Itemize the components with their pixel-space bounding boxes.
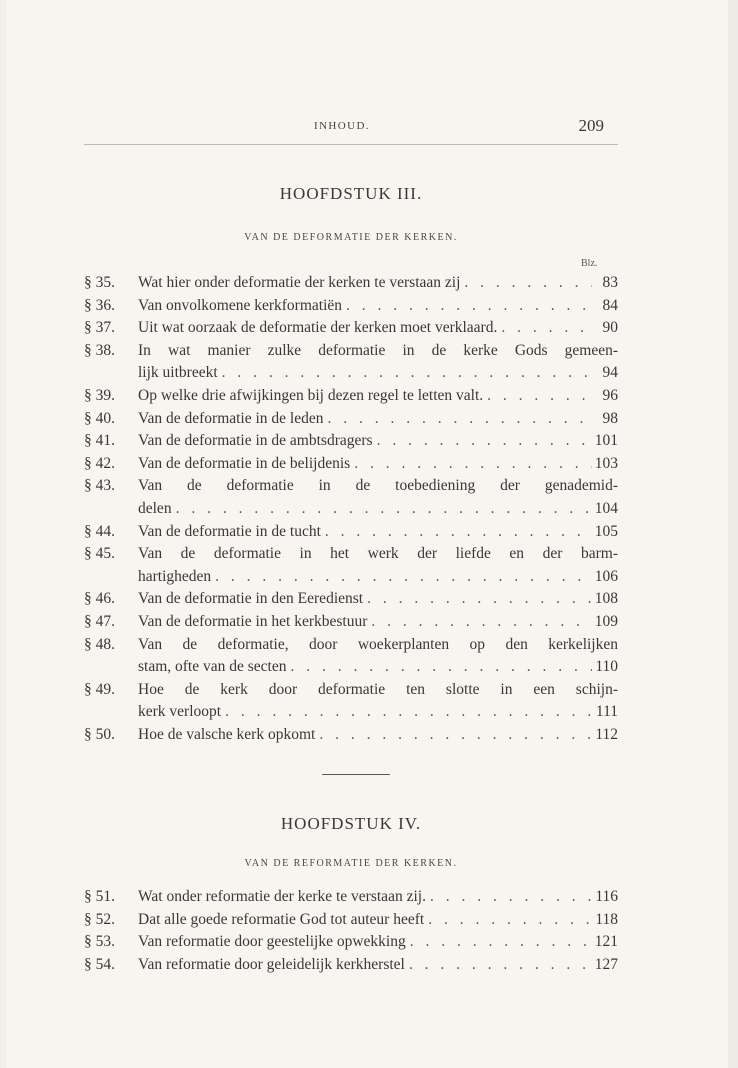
entry-page-number: 105 [594, 522, 618, 540]
dot-leader [172, 498, 592, 521]
entry-page-number: 103 [594, 454, 618, 472]
section-divider [322, 774, 390, 775]
entry-page-number: 83 [602, 274, 618, 291]
entry-title: Van de deformatie in de leden [138, 409, 324, 427]
section-number: § 39. [84, 386, 115, 404]
section-number: § 36. [84, 296, 115, 314]
entry-title: kerk verloopt [138, 703, 222, 721]
dot-leader [324, 408, 593, 431]
toc-entry [84, 886, 618, 909]
section-number: § 51. [84, 888, 115, 905]
dot-leader [315, 724, 592, 747]
entry-page-number: 90 [602, 319, 618, 337]
toc-entry [84, 521, 618, 544]
section-number: § 35. [84, 274, 115, 291]
entry-page-number: 110 [595, 658, 618, 676]
dot-leader [321, 521, 592, 544]
entry-title: stam, ofte van de secten [138, 658, 287, 676]
toc-entry [84, 931, 618, 954]
running-header [84, 116, 618, 138]
entry-page-number: 84 [602, 296, 618, 314]
entry-page-number: 98 [602, 409, 618, 427]
toc-entry [84, 679, 618, 724]
chapter-4-contents [84, 886, 618, 976]
page-column-label: Blz. [581, 258, 598, 269]
dot-leader [211, 566, 592, 589]
entry-title: Wat hier onder deformatie der kerken te verstaan zij [138, 274, 461, 291]
entry-title: Van de deformatie in de tucht [138, 522, 321, 540]
page-number: 209 [578, 116, 604, 135]
section-number: § 38. [84, 341, 115, 359]
page-left-edge [0, 0, 6, 1068]
entry-title: Van reformatie door geestelijke opwekking [138, 933, 406, 951]
chapter-3-title: HOOFDSTUK III. [279, 184, 423, 203]
toc-entry [84, 272, 618, 295]
section-number: § 41. [84, 432, 115, 450]
toc-entry [84, 385, 618, 408]
chapter-3-subtitle: VAN DE DEFORMATIE DER KERKEN. [244, 232, 458, 243]
entry-title: Uit wat oorzaak de deformatie der kerken moet verklaard. [138, 319, 498, 337]
dot-leader [367, 611, 592, 634]
toc-entry [84, 453, 618, 476]
entry-page-number: 112 [595, 725, 618, 743]
entry-title-line: Van de deformatie, door woekerplanten op den kerkelijken [138, 635, 618, 653]
entry-page-number: 94 [602, 364, 618, 382]
entry-page-number: 127 [594, 955, 618, 973]
dot-leader [373, 430, 592, 453]
entry-title-line: Van de deformatie in de toebediening der genademid- [138, 477, 618, 495]
chapter-4-title: HOOFDSTUK IV. [280, 814, 422, 833]
toc-entry [84, 317, 618, 340]
dot-leader [497, 317, 592, 340]
entry-page-number: 96 [602, 386, 618, 404]
entry-title: lijk uitbreekt [138, 364, 218, 382]
dot-leader [483, 385, 592, 408]
entry-title: Hoe de valsche kerk opkomt [138, 725, 316, 743]
dot-leader [460, 272, 592, 295]
dot-leader [363, 588, 592, 611]
entry-page-number: 109 [594, 612, 618, 630]
toc-entry [84, 588, 618, 611]
entry-title: delen [138, 499, 172, 517]
toc-entry [84, 724, 618, 747]
running-header-title: INHOUD. [314, 120, 370, 132]
dot-leader [405, 954, 592, 977]
entry-title: Van de deformatie in de belijdenis [138, 454, 351, 472]
dot-leader [218, 362, 592, 385]
entry-page-number: 106 [594, 567, 618, 585]
entry-title: Op welke drie afwijkingen bij dezen regel te letten valt. [138, 386, 484, 404]
entry-page-number: 104 [594, 499, 618, 517]
entry-title: Dat alle goede reformatie God tot auteur heeft [138, 910, 425, 928]
toc-entry [84, 430, 618, 453]
page-right-edge [728, 0, 738, 1068]
section-number: § 43. [84, 477, 115, 495]
toc-entry [84, 611, 618, 634]
toc-entry [84, 954, 618, 977]
toc-entry [84, 340, 618, 385]
entry-page-number: 118 [595, 910, 618, 928]
header-rule [84, 144, 618, 145]
section-number: § 45. [84, 545, 115, 563]
toc-entry [84, 295, 618, 318]
entry-title-line: Hoe de kerk door deformatie ten slotte in een schijn- [138, 680, 618, 698]
entry-title: hartigheden [138, 567, 212, 585]
dot-leader [342, 295, 592, 318]
entry-page-number: 121 [594, 933, 618, 951]
section-number: § 49. [84, 680, 115, 698]
entry-title: Van reformatie door geleidelijk kerkherstel [138, 955, 405, 973]
toc-entry [84, 543, 618, 588]
entry-title: Van de deformatie in het kerkbestuur [138, 612, 368, 630]
entry-page-number: 116 [595, 888, 618, 905]
section-number: § 37. [84, 319, 115, 337]
section-number: § 46. [84, 590, 115, 608]
section-number: § 48. [84, 635, 115, 653]
chapter-4-subtitle: VAN DE REFORMATIE DER KERKEN. [244, 858, 458, 869]
section-number: § 54. [84, 955, 115, 973]
dot-leader [286, 656, 592, 679]
section-number: § 50. [84, 725, 115, 743]
toc-entry [84, 475, 618, 520]
dot-leader [424, 909, 592, 932]
entry-title: Van de deformatie in den Eeredienst [138, 590, 364, 608]
dot-leader [426, 886, 592, 909]
entry-title-line: In wat manier zulke deformatie in de kerke Gods gemeen- [138, 341, 618, 359]
dot-leader [221, 701, 592, 724]
section-number: § 44. [84, 522, 115, 540]
section-number: § 40. [84, 409, 115, 427]
entry-page-number: 111 [595, 703, 618, 721]
toc-entry [84, 408, 618, 431]
section-number: § 42. [84, 454, 115, 472]
toc-entry [84, 634, 618, 679]
chapter-3-contents [84, 272, 618, 746]
entry-page-number: 108 [594, 590, 618, 608]
entry-title: Wat onder reformatie der kerke te verstaan zij. [138, 888, 426, 905]
section-number: § 47. [84, 612, 115, 630]
entry-title: Van de deformatie in de ambtsdragers [138, 432, 373, 450]
section-number: § 53. [84, 933, 115, 951]
entry-page-number: 101 [594, 432, 618, 450]
entry-title-line: Van de deformatie in het werk der liefde en der barm- [138, 545, 618, 563]
entry-title: Van onvolkomene kerkformatiën [138, 296, 343, 314]
dot-leader [350, 453, 592, 476]
section-number: § 52. [84, 910, 115, 928]
dot-leader [406, 931, 592, 954]
toc-entry [84, 909, 618, 932]
